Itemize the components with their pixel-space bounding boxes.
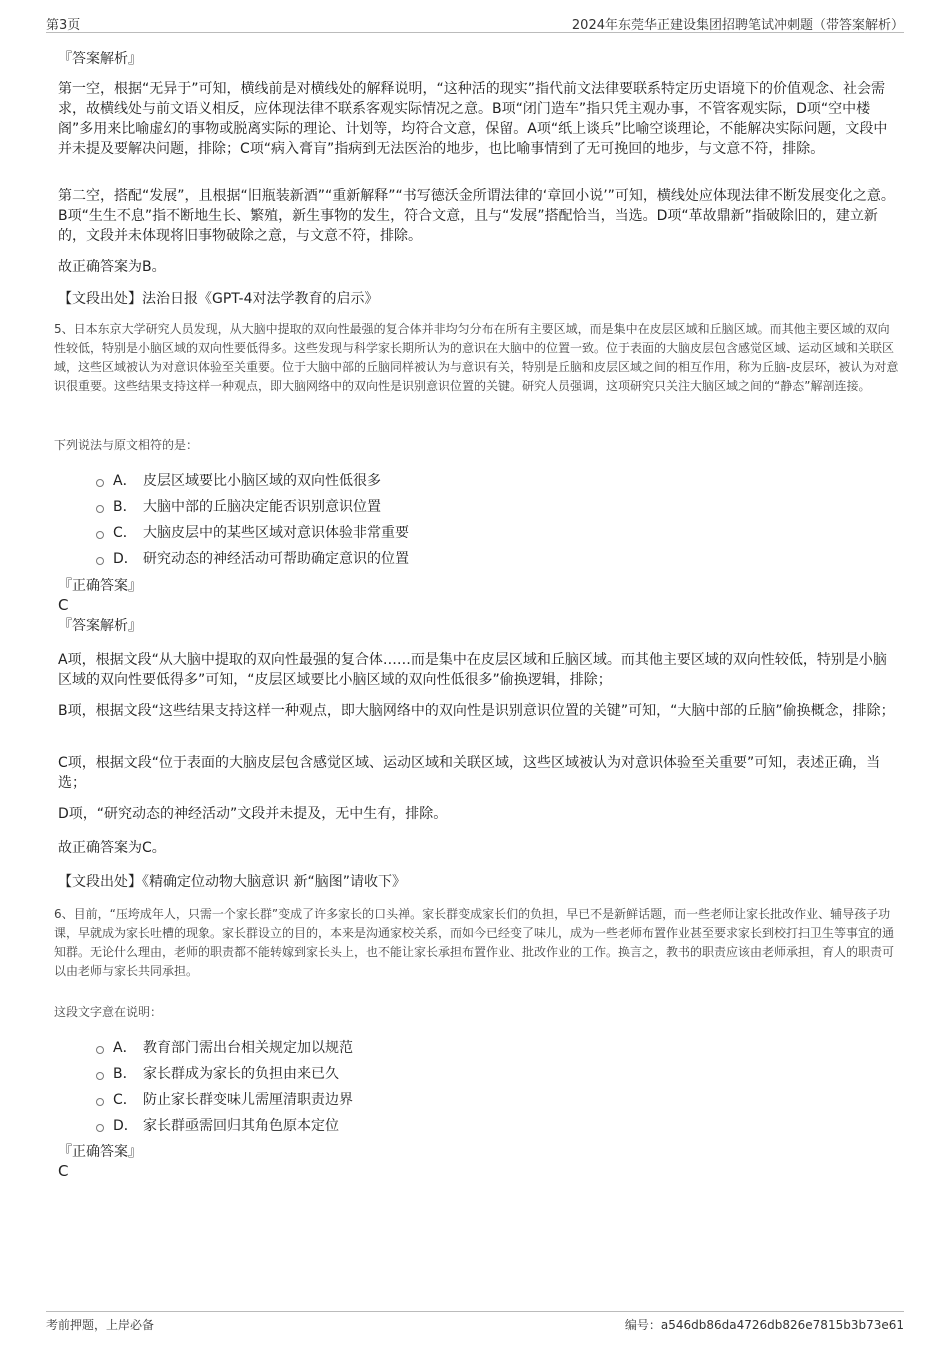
document-id: 编号：a546db86da4726db826e7815b3b73e61 [624,1318,904,1332]
option-a[interactable]: A． 皮层区域要比小脑区域的双向性低很多 [96,468,381,492]
analysis-option-d: D项，“研究动态的神经活动”文段并未提及，无中生有，排除。 [58,806,448,822]
option-b[interactable]: B． 大脑中部的丘脑决定能否识别意识位置 [96,494,381,518]
answer-conclusion: 故正确答案为C。 [58,840,166,856]
analysis-option-a: A项，根据文段“从大脑中提取的双向性最强的复合体……而是集中在皮层区域和丘脑区域。而其他主要区域的双向性较低，特别是小脑区域的双向性要低得多”可知，“皮层区域要比小脑区域的双向性低很多”偷换逻辑，排除； [58,652,887,688]
answer-conclusion: 故正确答案为B。 [58,259,166,275]
option-a[interactable]: A． 教育部门需出台相关规定加以规范 [96,1035,353,1059]
footer-slogan: 考前押题，上岸必备 [46,1318,155,1332]
option-d[interactable]: D． 研究动态的神经活动可帮助确定意识的位置 [96,546,409,570]
question-5-text: 5、日本东京大学研究人员发现，从大脑中提取的双向性最强的复合体并非均匀分布在所有主要区域，而是集中在皮层区域和丘脑区域。而其他主要区域的双向性较低，特别是小脑区域的双向性要低得多。这些发现与科学家长期所认为的意识在大脑中的位置一致。位于表面的大脑皮层包含感觉区域、运动区域和关联区域，这些区域被认为对意识体验至关重要。位于大脑中部的丘脑同样被认为与意识有关，特别是丘脑和皮层区域之间的相互作用，称为丘脑-皮层环，被认为对意识很重要。这些结果支持这样一种观点，即大脑网络中的双向性是识别意识位置的关键。研究人员强调，这项研究只关注大脑区域之间的“静态”解剖连接。 [54,322,899,393]
radio-button[interactable] [96,1046,104,1054]
page-header [46,12,904,33]
page-footer [46,1311,904,1334]
question-5-prompt: 下列说法与原文相符的是： [54,438,199,452]
page-number: 第3页 [46,18,81,33]
radio-button[interactable] [96,1124,104,1132]
question-6-prompt: 这段文字意在说明： [54,1005,163,1019]
document-title: 2024年东莞华正建设集团招聘笔试冲刺题（带答案解析） [571,18,904,33]
correct-answer-label: 『正确答案』 [58,578,142,594]
option-c[interactable]: C． 防止家长群变味儿需厘清职责边界 [96,1087,353,1111]
radio-button[interactable] [96,1072,104,1080]
radio-button[interactable] [96,479,104,487]
radio-button[interactable] [96,531,104,539]
source-citation: 【文段出处】法治日报《GPT-4对法学教育的启示》 [58,291,379,307]
option-b[interactable]: B． 家长群成为家长的负担由来已久 [96,1061,339,1085]
option-c[interactable]: C． 大脑皮层中的某些区域对意识体验非常重要 [96,520,409,544]
analysis-paragraph-1: 第一空，根据“无异于”可知，横线前是对横线处的解释说明，“这种活的现实”指代前文法律要联系特定历史语境下的价值观念、社会需求，故横线处与前文语义相反，应体现法律不联系客观实际情况之意。B项“闭门造车”指只凭主观办事，不管客观实际，D项“空中楼阁”多用来比喻虚幻的事物或脱离实际的理论、计划等，均符合文意，保留。A项“纸上谈兵”比喻空谈理论，不能解决实际问题，文段中并未提及要解决问题，排除；C项“病入膏肓”指病到无法医治的地步，也比喻事情到了无可挽回的地步，与文意不符，排除。 [58,81,888,157]
radio-button[interactable] [96,557,104,565]
radio-button[interactable] [96,1098,104,1106]
analysis-label: 『答案解析』 [58,51,142,67]
analysis-label: 『答案解析』 [58,618,142,634]
option-d[interactable]: D． 家长群亟需回归其角色原本定位 [96,1113,339,1137]
correct-answer-label: 『正确答案』 [58,1144,142,1160]
correct-answer: C [58,596,69,614]
analysis-paragraph-2: 第二空，搭配“发展”，且根据“旧瓶装新酒”“重新解释”“书写德沃金所谓法律的‘章回小说’”可知，横线处应体现法律不断发展变化之意。B项“生生不息”指不断地生长、繁殖，新生事物的发生，符合文意，且与“发展”搭配恰当，当选。D项“革故鼎新”指破除旧的，建立新的，文段并未体现将旧事物破除之意，与文意不符，排除。 [58,188,895,244]
analysis-option-b: B项，根据文段“这些结果支持这样一种观点，即大脑网络中的双向性是识别意识位置的关键”可知，“大脑中部的丘脑”偷换概念，排除； [58,703,895,719]
question-6-text: 6、目前，“压垮成年人，只需一个家长群”变成了许多家长的口头禅。家长群变成家长们的负担，早已不是新鲜话题，而一些老师让家长批改作业、辅导孩子功课，早就成为家长吐槽的现象。家长群设立的目的，本来是沟通家校关系，而如今已经变了味儿，成为一些老师布置作业甚至要求家长到校打扫卫生等事宜的通知群。无论什么理由，老师的职责都不能转嫁到家长头上，也不能让家长承担布置作业、批改作业的工作。换言之，教书的职责应该由老师承担，育人的职责可以由老师与家长共同承担。 [54,907,895,978]
source-citation: 【文段出处】《精确定位动物大脑意识 新“脑图”请收下》 [58,874,406,890]
correct-answer: C [58,1162,69,1180]
analysis-option-c: C项，根据文段“位于表面的大脑皮层包含感觉区域、运动区域和关联区域，这些区域被认为对意识体验至关重要”可知，表述正确，当选； [58,755,881,791]
radio-button[interactable] [96,505,104,513]
